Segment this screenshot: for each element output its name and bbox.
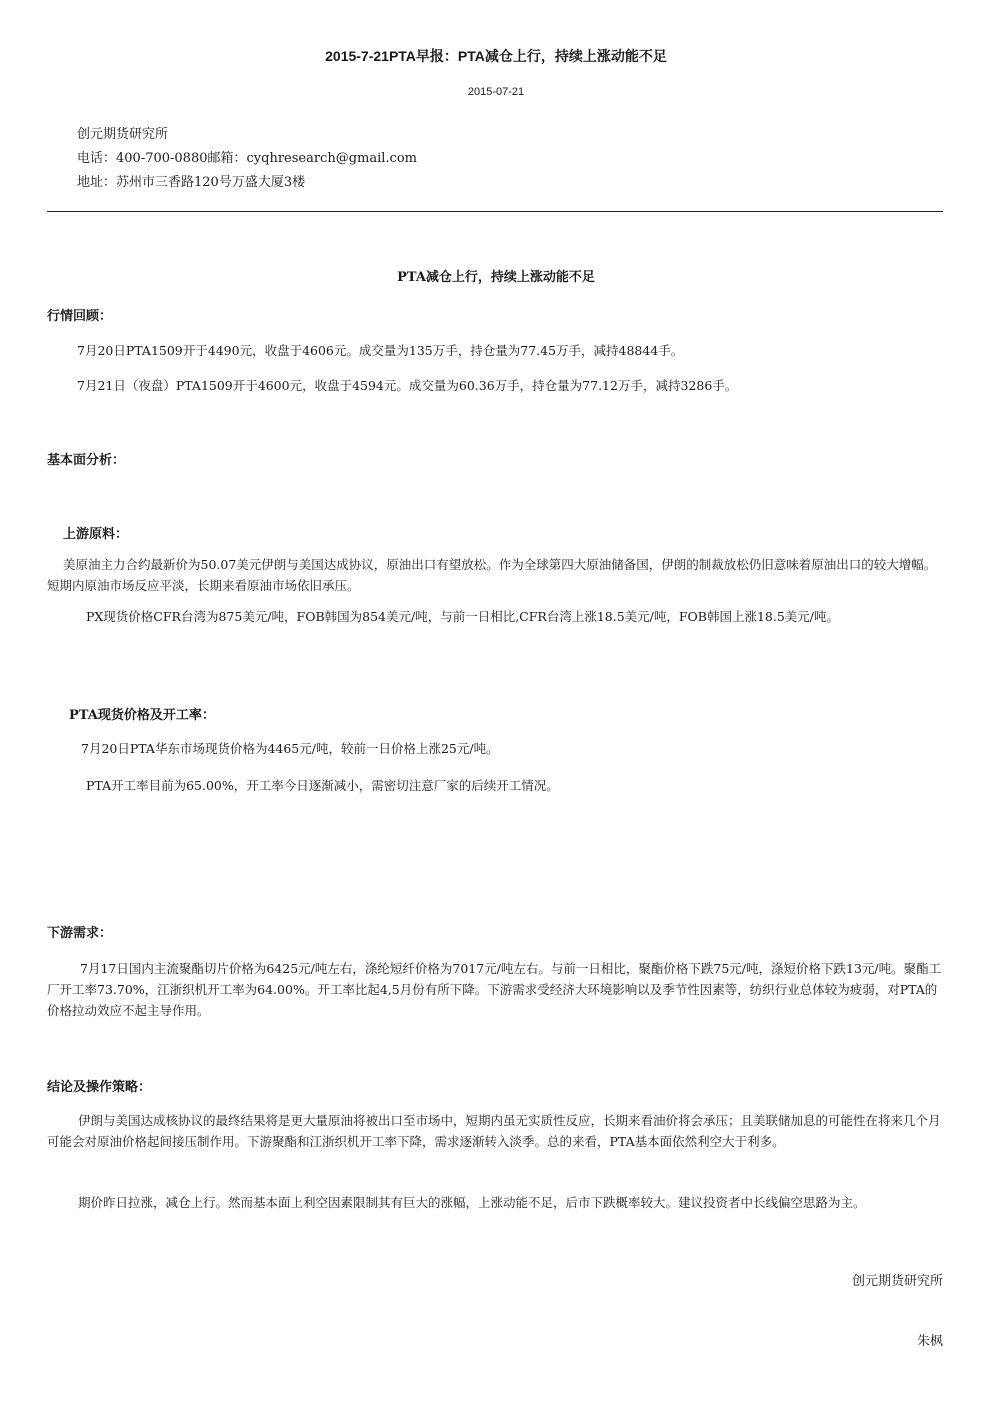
report-title: 2015-7-21PTA早报：PTA减仓上行，持续上涨动能不足 xyxy=(325,48,667,64)
heading-upstream: 上游原料： xyxy=(63,527,129,542)
heading-conclusion: 结论及操作策略： xyxy=(47,1080,152,1095)
heading-market-review: 行情回顾： xyxy=(47,309,113,324)
signature-org: 创元期货研究所 xyxy=(851,1274,943,1289)
article-subtitle: PTA减仓上行，持续上涨动能不足 xyxy=(397,270,595,285)
org-name: 创元期货研究所 xyxy=(77,127,169,142)
header-divider xyxy=(47,211,943,212)
pta-spot-line-2: PTA开工率目前为65.00%，开工率今日逐渐减小，需密切注意厂家的后续开工情况。 xyxy=(86,778,559,793)
author-name: 朱枫 xyxy=(916,1334,943,1349)
conclusion-paragraph-1: 伊朗与美国达成核协议的最终结果将是更大量原油将被出口至市场中，短期内虽无实质性反应，长期来看油价将会承压；且美联储加息的可能性在将来几个月可能会对原油价格起间接压制作用。下游聚酯和江浙织机开工率下降，需求逐渐转入淡季。总的来看，PTA基本面依然利空大于利多。 xyxy=(47,1113,941,1149)
upstream-paragraph-2: PX现货价格CFR台湾为875美元/吨，FOB韩国为854美元/吨，与前一日相比,CFR台湾上涨18.5美元/吨，FOB韩国上涨18.5美元/吨。 xyxy=(86,609,840,624)
market-review-line-2: 7月21日（夜盘）PTA1509开于4600元，收盘于4594元。成交量为60.36万手，持仓量为77.12万手，减持3286手。 xyxy=(77,378,738,393)
contact-info: 电话：400-700-0880邮箱：cyqhresearch@gmail.com xyxy=(77,151,417,166)
downstream-paragraph: 7月17日国内主流聚酯切片价格为6425元/吨左右，涤纶短纤价格为7017元/吨左右。与前一日相比，聚酯价格下跌75元/吨，涤短价格下跌13元/吨。聚酯工厂开工率73.70%，江浙织机开工率为64.00%。开工率比起4,5月份有所下降。下游需求受经济大环境影响以及季节性因素等，纺织行业总体较为疲弱，对PTA的价格拉动效应不起主导作用。 xyxy=(47,961,942,1018)
conclusion-paragraph-2: 期价昨日拉涨，减仓上行。然而基本面上利空因素限制其有巨大的涨幅，上涨动能不足，后市下跌概率较大。建议投资者中长线偏空思路为主。 xyxy=(78,1195,866,1210)
report-date: 2015-07-21 xyxy=(467,86,525,98)
upstream-paragraph-1: 美原油主力合约最新价为50.07美元伊朗与美国达成协议，原油出口有望放松。作为全球第四大原油储备国，伊朗的制裁放松仍旧意味着原油出口的较大增幅。短期内原油市场反应平淡，长期来看原油市场依旧承压。 xyxy=(47,557,937,593)
market-review-line-1: 7月20日PTA1509开于4490元，收盘于4606元。成交量为135万手，持仓量为77.45万手，减持48844手。 xyxy=(77,343,684,358)
pta-spot-line-1: 7月20日PTA华东市场现货价格为4465元/吨，较前一日价格上涨25元/吨。 xyxy=(81,741,499,756)
heading-pta-spot: PTA现货价格及开工率： xyxy=(69,708,215,723)
heading-downstream: 下游需求： xyxy=(47,926,113,941)
address: 地址：苏州市三香路120号万盛大厦3楼 xyxy=(77,175,306,190)
heading-fundamentals: 基本面分析： xyxy=(47,453,126,468)
